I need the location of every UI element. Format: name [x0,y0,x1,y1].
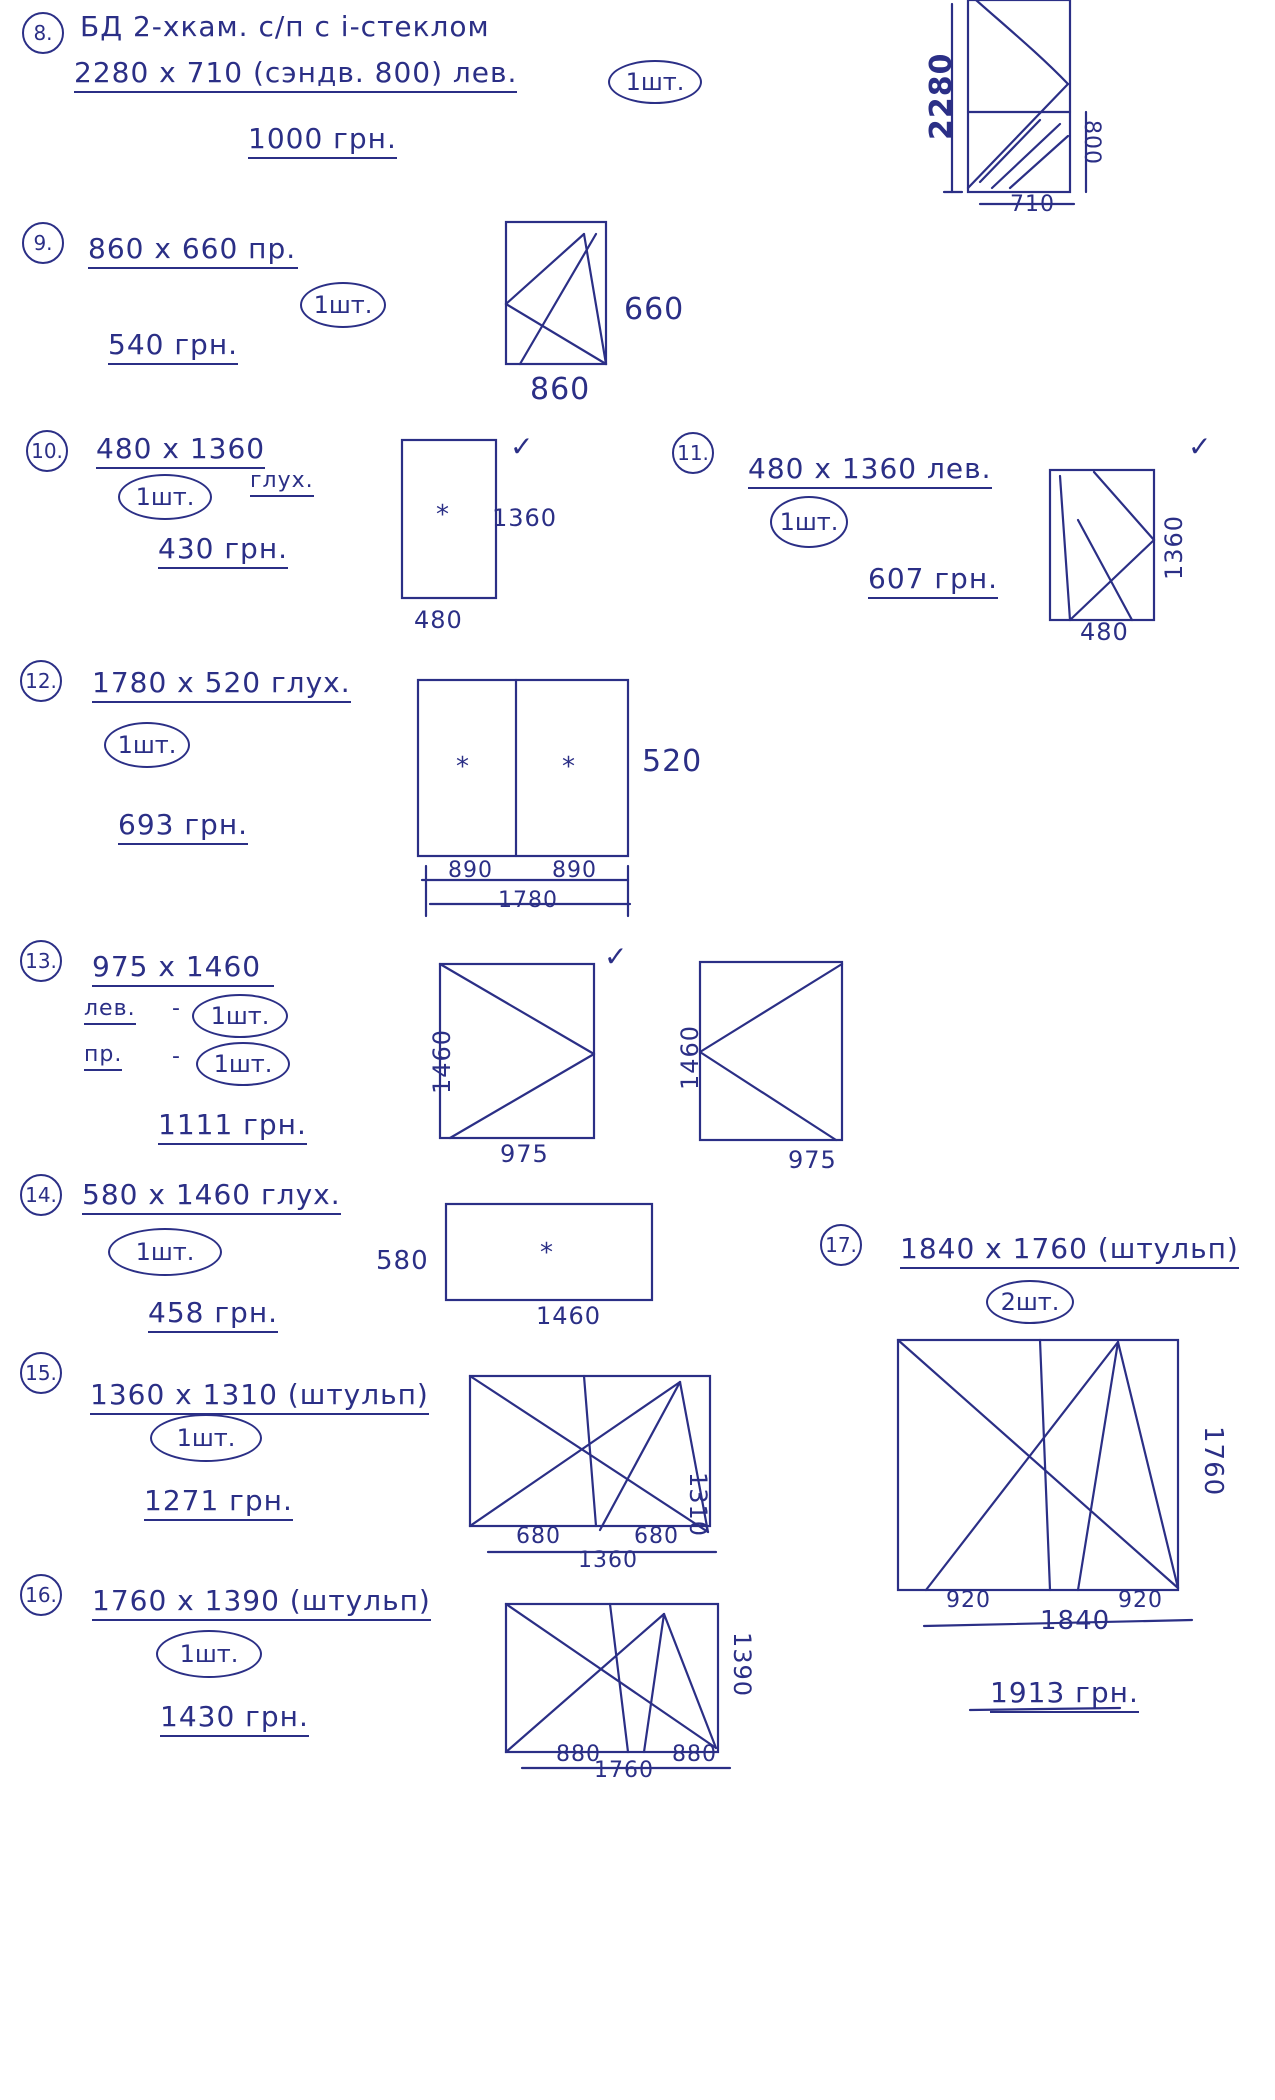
fixed-glass-star-icon: * [540,1238,554,1268]
item-price: 1430 грн. [160,1700,309,1737]
dimension-label: 1460 [428,1028,456,1094]
dimension-label: 660 [624,292,685,327]
item-number: 13. [20,940,62,982]
item-description: БД 2-хкам. с/п с і-стеклом [80,10,490,43]
check-mark-icon: ✓ [1188,430,1213,463]
item-number: 11. [672,432,714,474]
dimension-label: 1780 [498,888,558,913]
item-price: 430 грн. [158,532,288,569]
item-price: 693 грн. [118,808,248,845]
dimension-label: 920 [1118,1588,1163,1613]
item-dimensions: 975 x 1460 [92,950,274,987]
item-price: 1111 грн. [158,1108,307,1145]
item-number: 16. [20,1574,62,1616]
dimension-label: 975 [788,1146,837,1174]
item-number: 10. [26,430,68,472]
opening-right: пр. [84,1042,122,1071]
dimension-label: 680 [634,1524,679,1549]
window-type: глух. [250,468,314,497]
dimension-label: 1390 [728,1632,756,1698]
check-mark-icon: ✓ [604,940,629,973]
window-sketch [506,222,606,364]
dimension-label: 680 [516,1524,561,1549]
dimension-label: 880 [556,1742,601,1767]
dimension-label: 480 [414,606,463,634]
item-price: 458 грн. [148,1296,278,1333]
quantity-badge: 1шт. [150,1414,262,1462]
item-number: 15. [20,1352,62,1394]
dimension-label: 860 [530,372,591,407]
quantity-badge: 1шт. [608,60,702,104]
item-number: 17. [820,1224,862,1266]
item-dimensions: 1760 x 1390 (штульп) [92,1584,431,1621]
item-dimensions: 1780 x 520 глух. [92,666,351,703]
dimension-label: 975 [500,1140,549,1168]
dimension-label: 1360 [492,504,558,532]
dimension-label: 1310 [684,1472,712,1538]
quantity-badge: 1шт. [156,1630,262,1678]
dimension-label: 520 [642,744,703,779]
dimension-label: 2280 [924,52,959,140]
dimension-label: 710 [1010,192,1055,217]
quantity-badge: 2шт. [986,1280,1074,1324]
quantity-badge: 1шт. [104,722,190,768]
item-price: 1913 грн. [990,1676,1139,1713]
dimension-label: 800 [1079,120,1104,165]
item-dimensions: 480 x 1360 лев. [748,452,992,489]
item-number: 8. [22,12,64,54]
door-sketch [944,0,1086,204]
item-dimensions: 480 x 1360 [96,432,265,469]
separator: - [172,1044,181,1069]
opening-left: лев. [84,996,136,1025]
item-price: 1000 грн. [248,122,397,159]
dimension-label: 880 [672,1742,717,1767]
window-sketch [470,1376,716,1552]
item-price: 540 грн. [108,328,238,365]
dimension-label: 1460 [676,1024,704,1090]
separator: - [172,996,181,1021]
item-number: 14. [20,1174,62,1216]
quantity-badge: 1шт. [300,282,386,328]
item-dimensions: 1840 x 1760 (штульп) [900,1232,1239,1269]
dimension-label: 1760 [594,1758,654,1783]
item-price: 607 грн. [868,562,998,599]
quantity-badge: 1шт. [192,994,288,1038]
dimension-label: 1840 [1040,1606,1111,1636]
item-dimensions: 2280 x 710 (сэндв. 800) лев. [74,56,517,93]
dimension-label: 890 [448,858,493,883]
fixed-glass-star-icon: * [436,500,450,530]
fixed-glass-star-icon: * [562,752,576,782]
window-sketch [1050,470,1154,620]
quantity-badge: 1шт. [108,1228,222,1276]
check-mark-icon: ✓ [510,430,535,463]
dimension-label: 580 [376,1246,429,1276]
dimension-label: 890 [552,858,597,883]
dimension-label: 920 [946,1588,991,1613]
item-price: 1271 грн. [144,1484,293,1521]
dimension-label: 1360 [1160,514,1188,580]
dimension-label: 480 [1080,618,1129,646]
quantity-badge: 1шт. [196,1042,290,1086]
quantity-badge: 1шт. [118,474,212,520]
window-sketch [440,962,842,1140]
item-dimensions: 860 x 660 пр. [88,232,298,269]
dimension-label: 1460 [536,1302,602,1330]
fixed-glass-star-icon: * [456,752,470,782]
item-number: 12. [20,660,62,702]
item-number: 9. [22,222,64,264]
item-dimensions: 1360 x 1310 (штульп) [90,1378,429,1415]
dimension-label: 1360 [578,1548,638,1573]
item-dimensions: 580 x 1460 глух. [82,1178,341,1215]
dimension-label: 1760 [1198,1426,1228,1497]
window-sketch [898,1340,1192,1626]
quantity-badge: 1шт. [770,496,848,548]
